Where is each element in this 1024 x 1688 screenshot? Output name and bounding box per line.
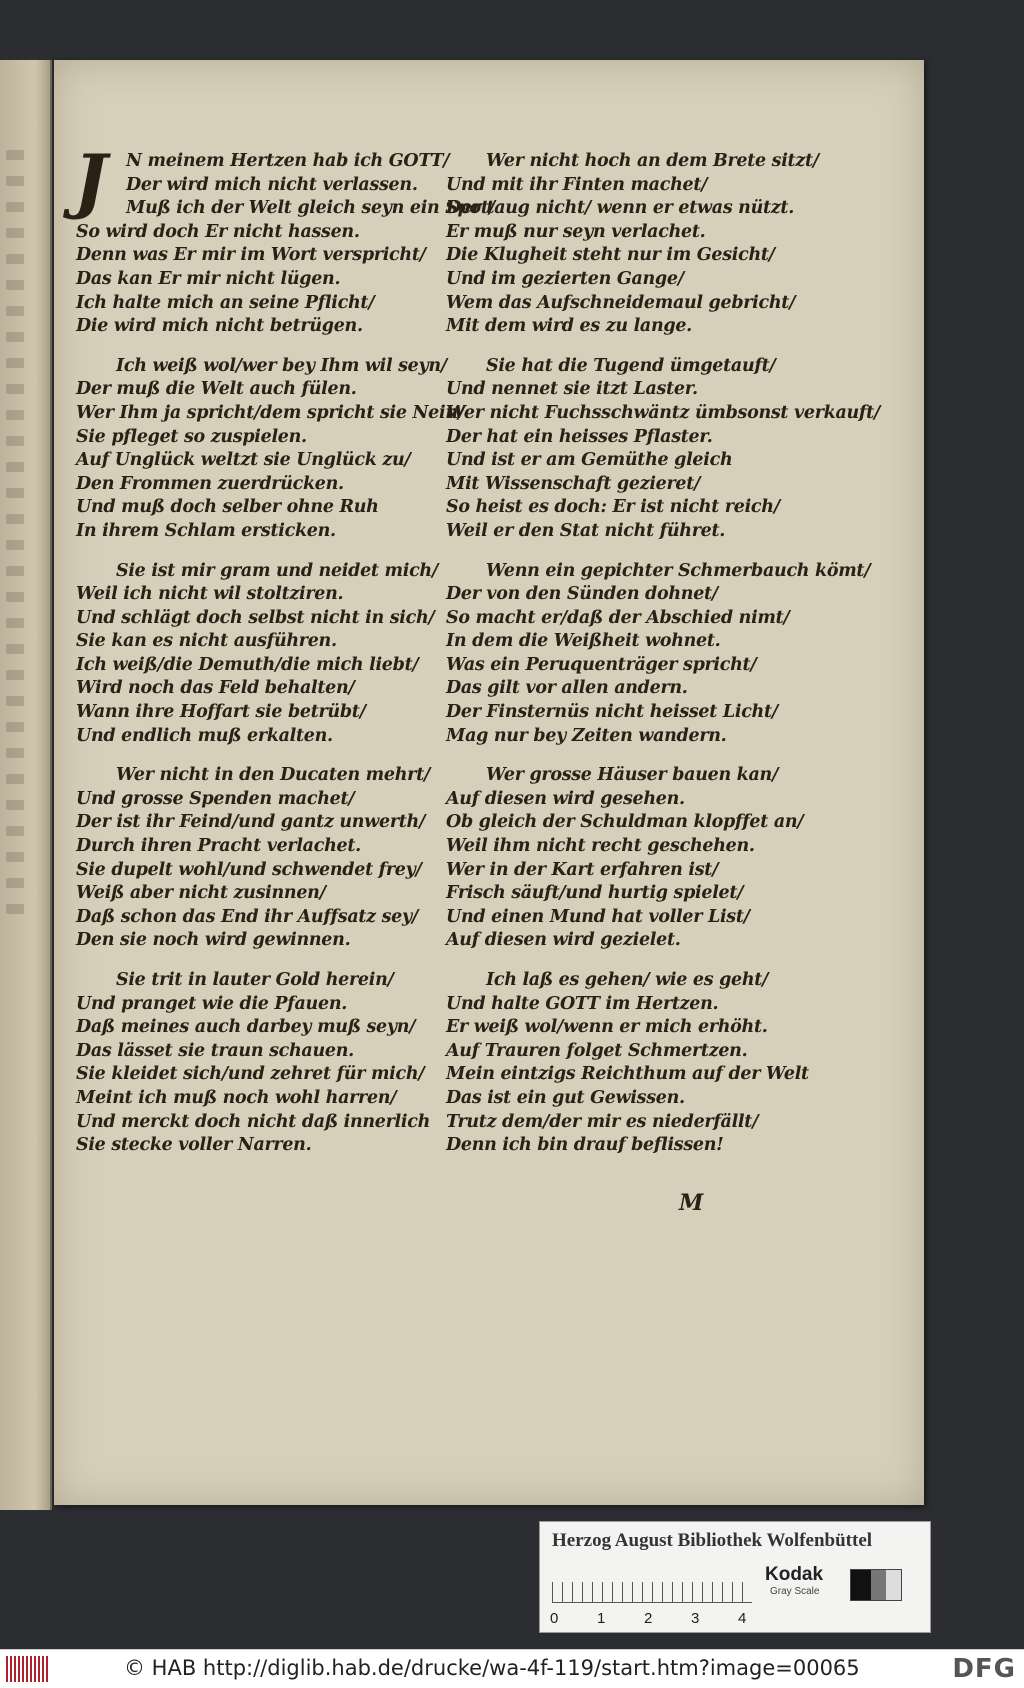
verse-line: Und schlägt doch selbst nicht in sich/: [76, 607, 435, 628]
verse-line: Sie trit in lauter Gold herein/: [116, 970, 394, 990]
verse-line: Ich laß es gehen/ wie es geht/: [486, 970, 769, 990]
verse-line: Und halte GOTT im Hertzen.: [446, 993, 719, 1014]
verse-line: Auf diesen wird gesehen.: [446, 788, 685, 809]
bleed-through-mark: [6, 306, 24, 316]
gray-scale-ruler: [552, 1570, 752, 1603]
verse-line: So wird doch Er nicht hassen.: [76, 221, 360, 242]
verse-line: Wann ihre Hoffart sie betrübt/: [76, 702, 366, 723]
bleed-through-mark: [6, 904, 24, 914]
stanza: [76, 764, 466, 953]
bleed-through-mark: [6, 800, 24, 810]
verse-line: Und im gezierten Gange/: [446, 268, 684, 289]
verse-line: Wer nicht hoch an dem Brete sitzt/: [486, 151, 819, 171]
verse-line: Die Klugheit steht nur im Gesicht/: [446, 245, 775, 266]
right-column: [446, 150, 881, 1174]
verse-line: Weiß aber nicht zusinnen/: [76, 883, 326, 904]
verse-line: Wer in der Kart erfahren ist/: [446, 859, 719, 880]
stanza: [446, 150, 836, 339]
verse-line: Ich weiß/die Demuth/die mich liebt/: [76, 654, 419, 675]
verse-line: Das ist ein gut Gewissen.: [446, 1087, 685, 1108]
stanza: [76, 969, 466, 1158]
verse-line: In dem die Weißheit wohnet.: [446, 631, 721, 652]
verse-line: Und merckt doch nicht daß innerlich: [76, 1111, 431, 1132]
verse-line: Trutz dem/der mir es niederfällt/: [446, 1111, 759, 1132]
verse-line: Muß ich der Welt gleich seyn ein Spot/: [126, 198, 495, 219]
bleed-through-mark: [6, 228, 24, 238]
verse-line: Mit Wissenschaft gezieret/: [446, 473, 701, 494]
bleed-through-mark: [6, 618, 24, 628]
verse-line: Daß meines auch darbey muß seyn/: [76, 1017, 416, 1038]
verse-line: So heist es doch: Er ist nicht reich/: [446, 497, 780, 518]
bleed-through-mark: [6, 722, 24, 732]
footer-bar: [0, 1649, 1024, 1688]
verse-line: Auf Trauren folget Schmertzen.: [446, 1040, 748, 1061]
bleed-through-mark: [6, 280, 24, 290]
verse-line: Der taug nicht/ wenn er etwas nützt.: [446, 198, 795, 219]
verse-line: Sie dupelt wohl/und schwendet frey/: [76, 859, 422, 880]
bleed-through-mark: [6, 176, 24, 186]
bleed-through-mark: [6, 384, 24, 394]
scale-tick-label: 2: [644, 1610, 653, 1627]
kodak-brand: Kodak: [765, 1564, 824, 1585]
verse-line: Frisch säuft/und hurtig spielet/: [446, 883, 744, 904]
bleed-through-mark: [6, 410, 24, 420]
verse-line: Wer nicht Fuchsschwäntz ümbsonst verkauft/: [446, 402, 881, 423]
verse-line: Durch ihren Pracht verlachet.: [76, 836, 361, 857]
verse-line: Der Finsternüs nicht heisset Licht/: [446, 702, 778, 723]
verse-line: Das gilt vor allen andern.: [446, 678, 688, 699]
bleed-through-mark: [6, 150, 24, 160]
verse-line: Der hat ein heisses Pflaster.: [446, 426, 713, 447]
verse-line: Der wird mich nicht verlassen.: [126, 174, 418, 195]
gray-patch: [850, 1569, 902, 1601]
bleed-through-mark: [6, 592, 24, 602]
bleed-through-mark: [6, 358, 24, 368]
verse-line: Wem das Aufschneidemaul gebricht/: [446, 292, 796, 313]
hab-logo-icon: [6, 1656, 48, 1682]
stanza: [446, 764, 836, 953]
verse-line: Die wird mich nicht betrügen.: [76, 316, 363, 337]
verse-line: Sie hat die Tugend ümgetauft/: [486, 355, 776, 376]
stanza: [446, 560, 871, 749]
verse-line: In ihrem Schlam ersticken.: [76, 520, 336, 541]
verse-line: Wer grosse Häuser bauen kan/: [486, 765, 779, 786]
verse-line: Daß schon das End ihr Auffsatz sey/: [76, 906, 418, 927]
bleed-through-mark: [6, 332, 24, 342]
drop-cap: J: [74, 139, 108, 222]
catchword: M: [679, 1190, 704, 1216]
bleed-through-mark: [6, 774, 24, 784]
verse-line: Sie stecke voller Narren.: [76, 1135, 312, 1156]
verse-line: Und mit ihr Finten machet/: [446, 174, 708, 195]
document-page: [54, 60, 924, 1505]
bleed-through-mark: [6, 488, 24, 498]
verse-line: Sie kleidet sich/und zehret für mich/: [76, 1064, 425, 1085]
library-name: Herzog August Bibliothek Wolfenbüttel: [552, 1530, 873, 1551]
bleed-through-mark: [6, 540, 24, 550]
verse-line: Mein eintzigs Reichthum auf der Welt: [446, 1064, 809, 1085]
verse-line: Mag nur bey Zeiten wandern.: [446, 725, 727, 746]
scale-tick-label: 3: [691, 1610, 700, 1627]
bleed-through-mark: [6, 254, 24, 264]
verse-line: Ob gleich der Schuldman klopffet an/: [446, 812, 804, 833]
bleed-through-mark: [6, 670, 24, 680]
verse-line: Weil ich nicht wil stoltziren.: [76, 584, 344, 605]
verse-line: Ich halte mich an seine Pflicht/: [76, 292, 375, 313]
verse-line: Wer Ihm ja spricht/dem spricht sie Nein/: [76, 402, 464, 423]
bleed-through-mark: [6, 462, 24, 472]
gray-scale-subtitle: Gray Scale: [770, 1586, 820, 1597]
verse-line: Was ein Peruquenträger spricht/: [446, 654, 757, 675]
verse-line: Sie ist mir gram und neidet mich/: [116, 560, 438, 581]
verse-line: Den sie noch wird gewinnen.: [76, 930, 351, 951]
verse-line: Und grosse Spenden machet/: [76, 788, 355, 809]
verse-line: Denn ich bin drauf beflissen!: [446, 1135, 724, 1156]
verse-line: Auf diesen wird gezielet.: [446, 930, 681, 951]
bleed-through-mark: [6, 826, 24, 836]
verse-line: Und ist er am Gemüthe gleich: [446, 450, 733, 471]
verse-line: Denn was Er mir im Wort verspricht/: [76, 245, 426, 266]
verse-line: Der muß die Welt auch fülen.: [76, 379, 357, 400]
bleed-through-mark: [6, 852, 24, 862]
dfg-logo: DFG: [952, 1654, 1016, 1684]
verse-line: Und einen Mund hat voller List/: [446, 906, 750, 927]
verse-line: Und muß doch selber ohne Ruh: [76, 497, 379, 518]
verse-line: Wenn ein gepichter Schmerbauch kömt/: [486, 560, 871, 581]
verse-line: Er weiß wol/wenn er mich erhöht.: [446, 1017, 768, 1038]
stanza: [446, 355, 881, 544]
verse-line: N meinem Hertzen hab ich GOTT/: [126, 151, 450, 171]
bleed-through-mark: [6, 748, 24, 758]
verse-line: Sie kan es nicht ausführen.: [76, 631, 337, 652]
verse-line: Meint ich muß noch wohl harren/: [76, 1087, 397, 1108]
verse-line: Ich weiß wol/wer bey Ihm wil seyn/: [116, 355, 447, 376]
bleed-through-mark: [6, 202, 24, 212]
verse-line: Er muß nur seyn verlachet.: [446, 221, 706, 242]
scale-tick-label: 0: [550, 1610, 559, 1627]
stanza: [446, 969, 836, 1158]
color-scale-card: [539, 1521, 931, 1633]
verse-line: Auf Unglück weltzt sie Unglück zu/: [76, 450, 411, 471]
scale-tick-label: 1: [597, 1610, 606, 1627]
verse-line: Mit dem wird es zu lange.: [446, 316, 692, 337]
stanza: [76, 150, 495, 339]
bleed-through-mark: [6, 696, 24, 706]
verse-line: Den Frommen zuerdrücken.: [76, 473, 344, 494]
stanza: [76, 355, 466, 544]
verse-line: Wird noch das Feld behalten/: [76, 678, 355, 699]
previous-page-edge: [0, 60, 52, 1510]
verse-line: Sie pfleget so zuspielen.: [76, 426, 307, 447]
footer-url-text[interactable]: © HAB http://diglib.hab.de/drucke/wa-4f-119/start.htm?image=00065: [124, 1656, 860, 1680]
verse-line: Weil ihm nicht recht geschehen.: [446, 836, 755, 857]
verse-line: Der von den Sünden dohnet/: [446, 584, 718, 605]
verse-line: Das lässet sie traun schauen.: [76, 1040, 354, 1061]
scale-tick-label: 4: [738, 1610, 747, 1627]
verse-line: Das kan Er mir nicht lügen.: [76, 268, 341, 289]
left-column: [74, 139, 495, 1174]
verse-line: Und pranget wie die Pfauen.: [76, 993, 348, 1014]
verse-line: Weil er den Stat nicht führet.: [446, 520, 726, 541]
bleed-through-mark: [6, 566, 24, 576]
stanza: [76, 560, 466, 749]
bleed-through-mark: [6, 436, 24, 446]
verse-line: Und endlich muß erkalten.: [76, 725, 333, 746]
verse-line: So macht er/daß der Abschied nimt/: [446, 607, 790, 628]
bleed-through-mark: [6, 514, 24, 524]
bleed-through-mark: [6, 644, 24, 654]
bleed-through-mark: [6, 878, 24, 888]
verse-line: Wer nicht in den Ducaten mehrt/: [116, 765, 430, 786]
verse-line: Der ist ihr Feind/und gantz unwerth/: [76, 812, 426, 833]
verse-line: Und nennet sie itzt Laster.: [446, 379, 698, 400]
